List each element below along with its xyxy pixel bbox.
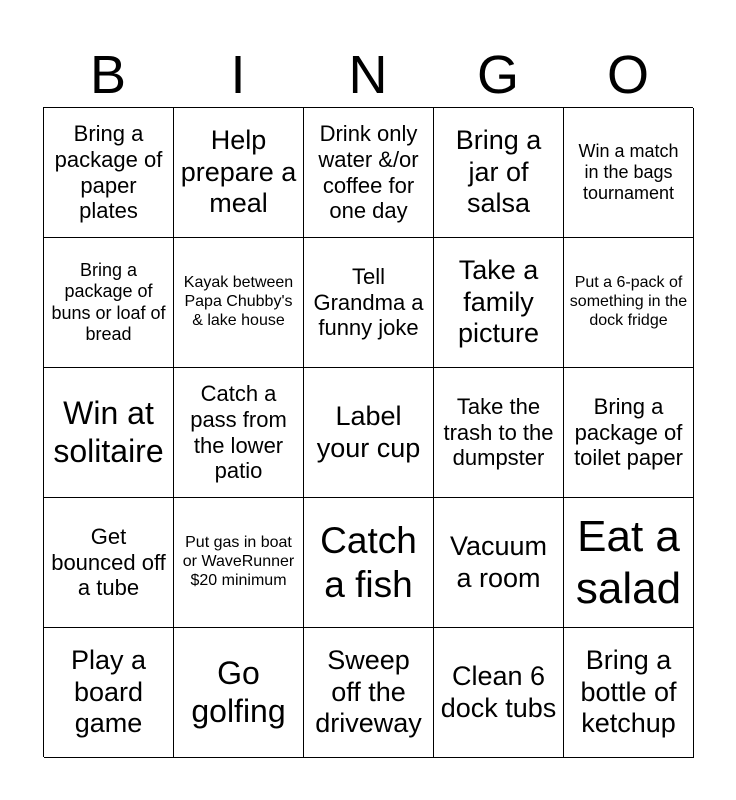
cell-text: Label your cup: [316, 400, 421, 463]
cell-text: Catch a pass from the lower patio: [190, 380, 287, 484]
bingo-cell-r1c1[interactable]: [44, 108, 174, 238]
bingo-cell-r4c1[interactable]: [44, 498, 174, 628]
bingo-cell-r3c1[interactable]: [44, 368, 174, 498]
bingo-cell-r5c5[interactable]: [564, 628, 694, 758]
bingo-cell-r4c5[interactable]: [564, 498, 694, 628]
bingo-cell-r3c4[interactable]: [434, 368, 564, 498]
cell-text: Help prepare a meal: [180, 124, 297, 219]
bingo-board: [43, 107, 693, 757]
header-letter-g: G: [476, 45, 519, 105]
cell-text: Take a family picture: [457, 254, 540, 349]
bingo-cell-r5c4[interactable]: [434, 628, 564, 758]
bingo-header: [43, 44, 693, 106]
bingo-cell-r3c3[interactable]: [304, 368, 434, 498]
header-letter-o: O: [606, 45, 649, 105]
cell-text: Clean 6 dock tubs: [440, 660, 557, 723]
cell-text: Bring a package of buns or loaf of bread: [51, 260, 166, 344]
bingo-cell-r2c3[interactable]: [304, 238, 434, 368]
bingo-cell-r5c1[interactable]: [44, 628, 174, 758]
cell-text: Catch a fish: [320, 519, 417, 605]
cell-text: Kayak between Papa Chubby's & lake house: [183, 274, 294, 329]
cell-text: Bring a bottle of ketchup: [580, 644, 677, 739]
bingo-cell-r5c2[interactable]: [174, 628, 304, 758]
bingo-cell-r4c2[interactable]: [174, 498, 304, 628]
cell-text: Win a match in the bags tournament: [578, 140, 679, 204]
bingo-cell-r4c3[interactable]: [304, 498, 434, 628]
cell-text: Bring a package of paper plates: [54, 120, 163, 224]
cell-text: Bring a package of toilet paper: [574, 393, 683, 471]
bingo-cell-r2c4[interactable]: [434, 238, 564, 368]
cell-text: Put a 6-pack of something in the dock fridge: [569, 274, 688, 329]
bingo-cell-r1c4[interactable]: [434, 108, 564, 238]
cell-text: Go golfing: [191, 654, 286, 729]
cell-text: Get bounced off a tube: [51, 523, 166, 601]
cell-text: Win at solitaire: [53, 394, 164, 469]
cell-text: Tell Grandma a funny joke: [313, 263, 424, 341]
header-letter-i: I: [230, 45, 246, 105]
cell-text: Sweep off the driveway: [315, 644, 422, 739]
cell-text: Play a board game: [70, 644, 147, 739]
bingo-cell-r3c2[interactable]: [174, 368, 304, 498]
cell-text: Eat a salad: [575, 511, 682, 613]
bingo-cell-r2c1[interactable]: [44, 238, 174, 368]
header-letter-b: B: [89, 45, 127, 105]
header-letter-n: N: [348, 45, 388, 105]
bingo-cell-r1c3[interactable]: [304, 108, 434, 238]
bingo-cell-r3c5[interactable]: [564, 368, 694, 498]
bingo-cell-r5c3[interactable]: [304, 628, 434, 758]
cell-text: Take the trash to the dumpster: [443, 393, 554, 471]
cell-text: Vacuum a room: [449, 530, 548, 593]
bingo-cell-r1c2[interactable]: [174, 108, 304, 238]
cell-text: Bring a jar of salsa: [455, 124, 542, 219]
cell-text: Put gas in boat or WaveRunner $20 minimum: [182, 534, 295, 589]
cell-text: Drink only water &/or coffee for one day: [318, 120, 419, 224]
bingo-cell-r4c4[interactable]: [434, 498, 564, 628]
bingo-cell-r2c2[interactable]: [174, 238, 304, 368]
bingo-cell-r2c5[interactable]: [564, 238, 694, 368]
bingo-cell-r1c5[interactable]: [564, 108, 694, 238]
